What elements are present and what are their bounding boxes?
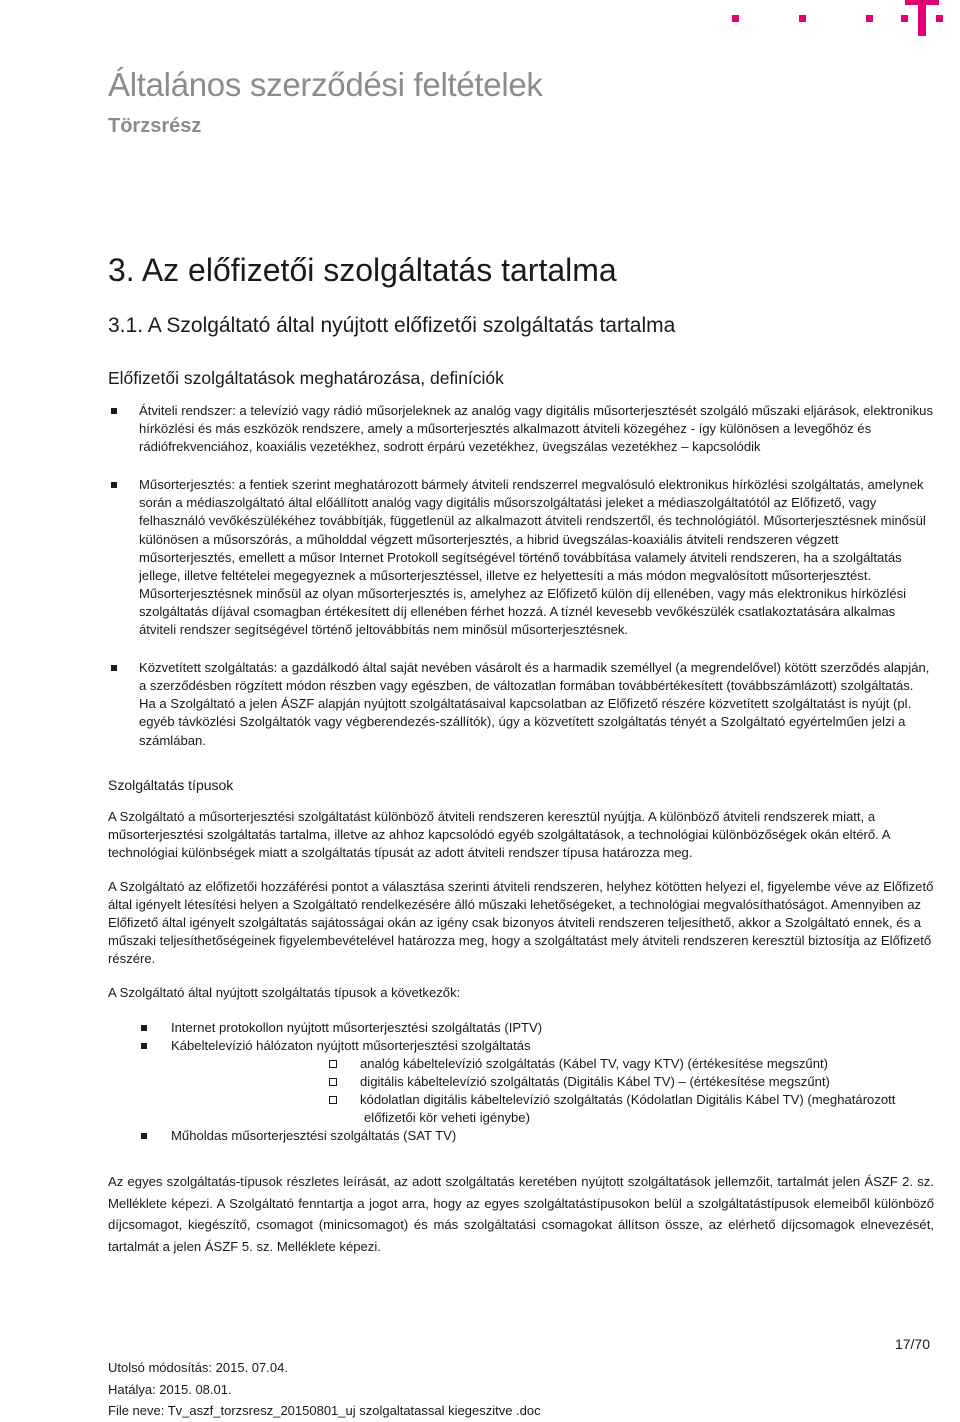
paragraph: A Szolgáltató az előfizetői hozzáférési pontot a választása szerinti átviteli rendszeren, helyhez kötötten helyezi el, figyelembe véve az Előfizető által igényelt létesítési helyen a Szolgáltató rendelkezésére álló műszaki lehetőségeket, a technológiai megvalósíthatóságot. Amennyiben az Előfizető által igényelt szolgáltatás sajátosságai okán az igény csak bizonyos átviteli rendszeren teljesíthető, akkor a Szolgáltató ennek, és a műszaki teljesíthetőségeinek figyelembevételével határozza meg, hogy a szolgáltatást mely átviteli rendszeren keresztül biztosítja az Előfizető részére. bbox=[108, 878, 934, 967]
definition-text: : a gazdálkodó által saját nevében vásárolt és a harmadik személlyel (a megrendelővel) kötött szerződés alapján, a szerződésben rögzített módon részben vagy egészben, de változatlan formában továbbértékesített (továbbszámlázott) szolgáltatás. bbox=[139, 660, 930, 694]
definition-text-continued: Ha a Szolgáltató a jelen ÁSZF alapján nyújtott szolgáltatásaival kapcsolatban az Előfizető részére közvetített szolgáltatást is nyújt (pl. egyéb távközlési Szolgáltatók vagy végberendezés-szállítók), úgy a közvetített szolgáltatás tényét a Szolgáltató egyértelműen jelzi a számlában. bbox=[139, 696, 912, 748]
document-subtitle: Törzsrész bbox=[108, 115, 202, 137]
square-bullet-icon bbox=[111, 408, 117, 414]
paragraph: A Szolgáltató által nyújtott szolgáltatás típusok a következők: bbox=[108, 985, 461, 1001]
square-bullet-icon bbox=[141, 1025, 147, 1031]
list-item: Kábeltelevízió hálózaton nyújtott műsorterjesztési szolgáltatás analóg kábeltelevízió szolgáltatás (Kábel TV, vagy KTV) (értékesítése megszűnt) digitális kábeltelevízió szolgáltatás (Digitális Kábel TV) – (értékesítése megszűnt) kódolatlan digitális kábeltelevízió szolgáltatás (Kódolatlan Digitális Kábel TV) (meghatározott előfizetői kör veheti igénybe) bbox=[108, 1037, 934, 1127]
paragraph: Az egyes szolgáltatás-típusok részletes leírását, az adott szolgáltatás keretében nyújtott szolgáltatások jellemzőit, tartalmát jelen ÁSZF 2. sz. Melléklete képezi. A Szolgáltató fenntartja a jogot arra, hogy az egyes szolgáltatástípusokon belül a szolgáltatástípusok elemeiből különböző díjcsomagot, kiegészítő, csomagot (minicsomagot) és más szolgáltatási csomagokat állítson össze, az elérhető díjcsomagok elnevezését, tartalmát a jelen ÁSZF 5. sz. Melléklete képezi. bbox=[108, 1174, 934, 1254]
service-subtype-list bbox=[171, 1055, 934, 1127]
paragraph: A Szolgáltató a műsorterjesztési szolgáltatást különböző átviteli rendszeren keresztül nyújtja. A különböző átviteli rendszerek miatt, a műsorterjesztési szolgáltatás tartalma, illetve az ahhoz kapcsolódó egyéb szolgáltatások, a technológiai különbözőségek okán eltérő. A technológiai különbségek miatt a szolgáltatás típusát az adott átviteli rendszer típusa határozza meg. bbox=[108, 808, 890, 860]
square-bullet-icon bbox=[141, 1133, 147, 1139]
list-item: Internet protokollon nyújtott műsorterjesztési szolgáltatás (IPTV) bbox=[108, 1019, 934, 1037]
definition-term: Közvetített szolgáltatás bbox=[139, 660, 274, 676]
subsection-heading: Előfizetői szolgáltatások meghatározása, definíciók bbox=[108, 368, 504, 388]
definition-text: : a televízió vagy rádió műsorjeleknek az analóg vagy digitális műsorterjesztését szolgáló műszaki eljárások, elektronikus hírközlési és más eszközök rendszere, amely a műsorterjesztés alkalmazott átviteli közegéhez - így különösen a levegőhöz és rádiófrekvenciához, koaxiális vezetékhez, sodrott érpárú vezetékhez, üvegszálas vezetékhez – kapcsolódik bbox=[139, 403, 934, 455]
list-item: Műholdas műsorterjesztési szolgáltatás (SAT TV) bbox=[108, 1127, 934, 1145]
service-types-heading: Szolgáltatás típusok bbox=[108, 776, 234, 793]
footer-filename: File neve: Tv_aszf_torzsresz_20150801_uj szolgaltatassal kiegeszitve .doc bbox=[108, 1403, 541, 1418]
document-title: Általános szerződési feltételek bbox=[108, 66, 543, 103]
definition-text: : a fentiek szerint meghatározott bármely átviteli rendszerrel megvalósuló elektronikus hírközlési szolgáltatás, amelynek során a médiaszolgáltató által előállított analóg vagy digitális műsorszolgáltatási jeleket a médiaszolgáltatótól az Előfizető, vagy felhasználó vevőkészülékéhez továbbítják, függetlenül az alkalmazott átviteli rendszertől, és technológiától. Műsorterjesztésnek minősül különösen a műsorszórás, a műholddal végzett műsorterjesztés, a hibrid üvegszálas-koaxiális átviteli rendszeren végzett műsorterjesztés, emellett a műsor Internet Protokoll segítségével történő továbbítása valamely átviteli rendszeren, ha a szolgáltatás jellege, illetve feltételei megegyeznek a műsorterjesztéssel, illetve ez helyettesíti a más módon megvalósított műsorterjesztést. Műsorterjesztésnek minősül az olyan műsorterjesztés is, amelyhez az Előfizető külön díj ellenében, vagy más elektronikus hírközlési szolgáltatás díjával csomagban értékesített díj ellenében férhet hozzá. A tíznél kevesebb vevőkészülék csatlakoztatására alkalmas átviteli rendszer segítségével történő jeltovábbítás nem minősül műsorterjesztésnek. bbox=[139, 477, 926, 638]
footer-last-modified: Utolsó módosítás: 2015. 07.04. bbox=[108, 1360, 288, 1375]
telekom-logo bbox=[720, 0, 960, 36]
definition-item bbox=[108, 402, 934, 456]
sub-list-item: analóg kábeltelevízió szolgáltatás (Kábel TV, vagy KTV) (értékesítése megszűnt) bbox=[171, 1055, 934, 1073]
definition-term: Műsorterjesztés bbox=[139, 477, 232, 493]
section-heading: 3.1. A Szolgáltató által nyújtott előfizetői szolgáltatás tartalma bbox=[108, 314, 676, 337]
page-number: 17/70 bbox=[894, 1336, 930, 1352]
footer-effective-date: Hatálya: 2015. 08.01. bbox=[108, 1381, 232, 1397]
square-bullet-icon bbox=[141, 1043, 147, 1049]
service-type-list bbox=[108, 1019, 934, 1146]
hollow-square-bullet-icon bbox=[329, 1096, 337, 1104]
hollow-square-bullet-icon bbox=[329, 1078, 337, 1086]
definition-term: Átviteli rendszer bbox=[139, 403, 233, 418]
chapter-heading: 3. Az előfizetői szolgáltatás tartalma bbox=[108, 252, 617, 288]
definition-item bbox=[108, 659, 934, 749]
sub-list-item: digitális kábeltelevízió szolgáltatás (Digitális Kábel TV) – (értékesítése megszűnt) bbox=[171, 1073, 934, 1091]
hollow-square-bullet-icon bbox=[329, 1060, 337, 1068]
definition-item bbox=[108, 476, 934, 639]
sub-list-item: kódolatlan digitális kábeltelevízió szolgáltatás (Kódolatlan Digitális Kábel TV) (meghatározott előfizetői kör veheti igénybe) bbox=[171, 1091, 934, 1127]
main-content bbox=[108, 402, 934, 1257]
square-bullet-icon bbox=[111, 665, 117, 671]
square-bullet-icon bbox=[111, 482, 117, 488]
